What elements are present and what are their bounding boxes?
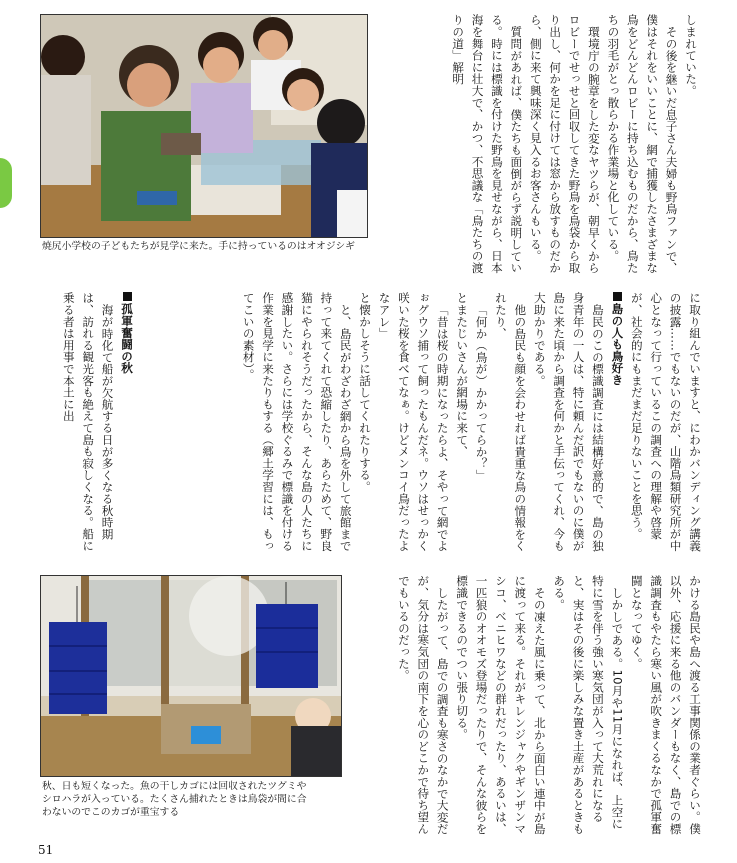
article-column-top-right <box>388 14 700 276</box>
photo2-caption-line: わないのでこのカゴが重宝する <box>42 807 180 818</box>
paragraph: 他の島民も顔を会わせれば貴重な鳥の情報をくれたり、 <box>493 292 528 552</box>
section-heading-text: 孤軍奮闘の秋 <box>120 303 134 374</box>
article-column-left <box>40 292 136 556</box>
photo2-caption-line: 秋、日も短くなった。魚の干しカゴには回収されたツグミや <box>42 781 307 792</box>
photo-drying-baskets-image <box>41 576 341 776</box>
paragraph: その後を継いだ息子さん夫婦も野鳥ファンで、僕はそれをいいことに、網で捕獲したさまざまな鳥をどんどんロビーに持ち込むものだから、鳥たちの羽毛がとっ散らかる作業場と化している。 <box>606 14 679 274</box>
heading-bullet-icon <box>123 292 132 301</box>
photo-children-observing <box>40 14 368 238</box>
paragraph: かける島民や島へ渡る工事関係の業者ぐらい。僕以外、応援に来る他のバンダーもなく、島での標識調査もやたら寒い風が吹きまくるなかで孤軍奮闘となってゆく。 <box>629 575 702 835</box>
paragraph: 環境庁の腕章をした変なヤツらが、朝早くからロビーでせっせと回収してきた野鳥を鳥袋から取り出し、何かを足に付けては窓から放すものだから、側に来て興味深く見入るお客さんもいる。 <box>528 14 601 274</box>
heading-bullet-icon <box>613 292 622 301</box>
section-tab-marker <box>0 158 12 208</box>
page-number: 51 <box>38 843 54 857</box>
paragraph: しまれていた。 <box>684 14 698 97</box>
article-column-bottom-right <box>356 575 704 837</box>
photo2-caption <box>42 780 342 819</box>
photo-drying-baskets <box>40 575 342 777</box>
paragraph: 質問があれば、僕たちも面倒がらず説明している。時には標識を付けた野鳥を見せながら、日本海を舞台に壮大で、かつ、不思議な「鳥たちの渡りの道」解明 <box>451 14 524 274</box>
section-heading-autumn <box>117 292 136 556</box>
paragraph: とまたじいさんが網場に来て、 <box>455 292 470 458</box>
paragraph: と、島民がわざわざ網から鳥を外して旅館まで持って来てくれて恐縮したり、あらためて、野良猫にやられそうだったから、そんな島の人たちに感謝したい。さらには学校ぐるみで標識を付ける作業を見学に来たりもする（郷土学習には、もってこいの素材）。 <box>241 292 353 552</box>
article-column-middle <box>142 292 704 556</box>
quote-paragraph: 「何か（鳥が）かかってらか？」 <box>474 303 489 481</box>
paragraph: と懐かしそうに話してくれたりする。 <box>358 292 373 493</box>
paragraph: に取り組んでいますと、にわかバンディング講義の披露……でもないのだが、山階鳥類研究所が中心となって行っているこの調査への理解や啓蒙が、社会的にもまだまだ足りないことを思う。 <box>629 292 702 552</box>
paragraph: しかしである。10月や11月になれば、上空に特に雪を伴う強い寒気団が入って大荒れになると、実はその後に楽しみな置き土産があるときもある。 <box>552 575 625 835</box>
quote-paragraph: 「昔は桜の時期になったらよ、そやって網でよぉグウソ捕って飼ったもんだネ。ウソはせっかく咲いた桜を食べてなぁ。けどメンコイ鳥だったよなアレ」 <box>377 292 450 552</box>
photo1-caption: 焼尻小学校の子どもたちが見学に来た。手に持っているのはオオジシギ <box>42 241 355 252</box>
section-heading-text: 島の人も鳥好き <box>610 303 625 386</box>
section-heading-islanders <box>607 292 626 556</box>
photo-children-observing-image <box>41 15 367 237</box>
paragraph: その凍えた風に乗って、北から面白い連中が島に渡って来る。それがキレンジャクやギンザンマシコ、ベニヒワなどの群れだったり、あるいは、一匹狼のオオモズ登場だったりで、そんな彼らを標識できるのでつい張り切る。 <box>455 575 547 835</box>
paragraph: したがって、島での調査も寒さのなかで大変だが、気分は寒気団の南下を心のどこかで待ち望んでもいるのだった。 <box>396 575 450 835</box>
photo2-caption-line: シロハラが入っている。たくさん捕れたときは鳥袋が間に合 <box>42 794 307 805</box>
paragraph: 島民のこの標識調査には結構好意的で、島の独身青年の一人は、特に頼んだ訳でもないのに僕が島に来た頃から調査を何かと手伝ってくれ、今も大助かりである。 <box>532 292 605 552</box>
paragraph: 海が時化て船が欠航する日が多くなる秋時期は、訪れる観光客も絶えて島も寂しくなる。船に乗る者は用事で本土に出 <box>61 292 115 552</box>
